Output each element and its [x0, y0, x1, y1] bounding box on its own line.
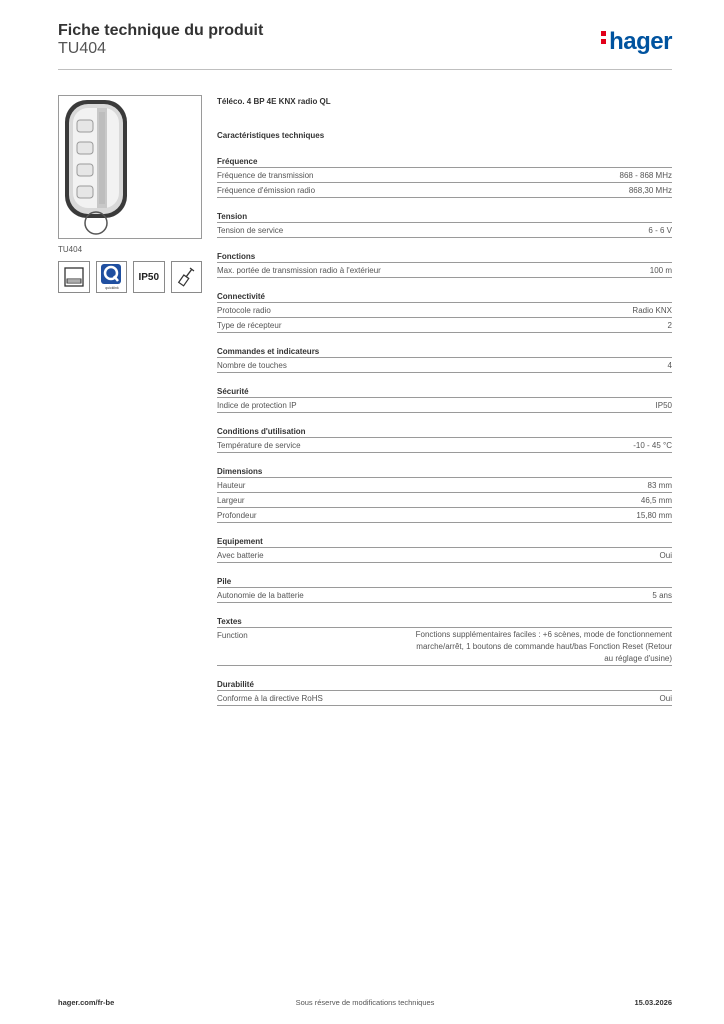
- spec-label: Fréquence d'émission radio: [217, 186, 316, 195]
- spec-row: [217, 508, 672, 523]
- footer-website: hager.com/fr-be: [58, 998, 115, 1007]
- spec-row: [217, 438, 672, 453]
- spec-value: 46,5 mm: [640, 496, 672, 505]
- ip50-label: IP50: [138, 271, 160, 283]
- hager-logo: [601, 28, 672, 56]
- spec-label: Largeur: [217, 496, 245, 505]
- section-title: Caractéristiques techniques: [217, 131, 325, 140]
- spec-value: 868 - 868 MHz: [619, 171, 672, 180]
- spec-value: -10 - 45 °C: [633, 441, 672, 450]
- spec-group: [217, 616, 672, 666]
- spec-value: 5 ans: [652, 591, 672, 600]
- spec-group-title: Durabilité: [217, 679, 672, 691]
- spec-value: Fonctions supplémentaires faciles : +6 scènes, mode de fonctionnement marche/arrêt, 1 boutons de commande haut/bas Fonction Reset (Retour au réglage d'usine): [415, 630, 672, 663]
- spec-group-title: Pile: [217, 576, 672, 588]
- quicklink-label: quicklink: [105, 286, 119, 290]
- spec-value: 868,30 MHz: [628, 186, 672, 195]
- spec-group: [217, 466, 672, 523]
- spec-group-title: Connectivité: [217, 291, 672, 303]
- spec-row: [217, 303, 672, 318]
- ip50-icon: [133, 261, 165, 293]
- spec-group: [217, 536, 672, 563]
- spec-group-title: Fréquence: [217, 156, 672, 168]
- product-column: [58, 95, 202, 293]
- spec-group-title: Commandes et indicateurs: [217, 346, 672, 358]
- spec-group: [217, 291, 672, 333]
- spec-label: Avec batterie: [217, 551, 264, 560]
- spec-group-title: Dimensions: [217, 466, 672, 478]
- footer-date: 15.03.2026: [634, 998, 672, 1007]
- spec-group-title: Fonctions: [217, 251, 672, 263]
- spec-column: [217, 97, 672, 706]
- spec-group-title: Sécurité: [217, 386, 672, 398]
- spec-group: [217, 211, 672, 238]
- logo-text: hager: [609, 28, 672, 55]
- spec-row: [217, 318, 672, 333]
- logo-dots-icon: [601, 31, 607, 47]
- spec-label: Function: [217, 631, 248, 640]
- spec-value: 100 m: [649, 266, 672, 275]
- spec-label: Autonomie de la batterie: [217, 591, 304, 600]
- spec-label: Tension de service: [217, 226, 284, 235]
- spec-group-title: Equipement: [217, 536, 672, 548]
- spec-row: [217, 628, 672, 666]
- spec-value: Radio KNX: [632, 306, 672, 315]
- spec-value: 83 mm: [647, 481, 672, 490]
- spec-value: Oui: [659, 694, 672, 703]
- spec-row: [217, 478, 672, 493]
- spec-group-title: Conditions d'utilisation: [217, 426, 672, 438]
- screwdriver-icon: [171, 261, 203, 293]
- spec-label: Nombre de touches: [217, 361, 287, 370]
- spec-label: Hauteur: [217, 481, 246, 490]
- spec-group: [217, 346, 672, 373]
- footer-disclaimer: Sous réserve de modifications techniques: [295, 998, 435, 1007]
- page-header: [58, 22, 672, 70]
- spec-value: 2: [667, 321, 672, 330]
- spec-row: [217, 223, 672, 238]
- spec-label: Protocole radio: [217, 306, 271, 315]
- spec-value: 15,80 mm: [636, 511, 672, 520]
- spec-row: [217, 398, 672, 413]
- spec-label: Type de récepteur: [217, 321, 282, 330]
- spec-label: Conforme à la directive RoHS: [217, 694, 323, 703]
- spec-row: [217, 588, 672, 603]
- spec-group-title: Tension: [217, 211, 672, 223]
- spec-row: [217, 263, 672, 278]
- spec-row: [217, 548, 672, 563]
- spec-row: [217, 691, 672, 706]
- spec-label: Profondeur: [217, 511, 257, 520]
- spec-group: [217, 426, 672, 453]
- page-subtitle: TU404: [58, 40, 107, 57]
- spec-label: Température de service: [217, 441, 301, 450]
- spec-group: [217, 679, 672, 706]
- page-title: Fiche technique du produit: [58, 22, 264, 39]
- spec-label: Fréquence de transmission: [217, 171, 314, 180]
- product-image: [58, 95, 202, 239]
- spec-group: [217, 251, 672, 278]
- spec-label: Max. portée de transmission radio à l'extérieur: [217, 266, 381, 275]
- product-name: Téléco. 4 BP 4E KNX radio QL: [217, 97, 331, 106]
- spec-group-title: Textes: [217, 616, 672, 628]
- spec-row: [217, 493, 672, 508]
- wall-mount-icon: [58, 261, 90, 293]
- spec-group: [217, 156, 672, 198]
- spec-row: [217, 183, 672, 198]
- product-caption: TU404: [58, 245, 83, 254]
- remote-control-icon: [59, 96, 201, 238]
- spec-value: 6 - 6 V: [648, 226, 672, 235]
- spec-groups: [217, 156, 672, 706]
- spec-group: [217, 576, 672, 603]
- spec-row: [217, 358, 672, 373]
- quicklink-icon: [96, 261, 128, 293]
- spec-group: [217, 386, 672, 413]
- spec-value: IP50: [655, 401, 672, 410]
- spec-label: Indice de protection IP: [217, 401, 297, 410]
- badge-row: [58, 261, 202, 293]
- spec-row: [217, 168, 672, 183]
- spec-value: Oui: [659, 551, 672, 560]
- spec-value: 4: [667, 361, 672, 370]
